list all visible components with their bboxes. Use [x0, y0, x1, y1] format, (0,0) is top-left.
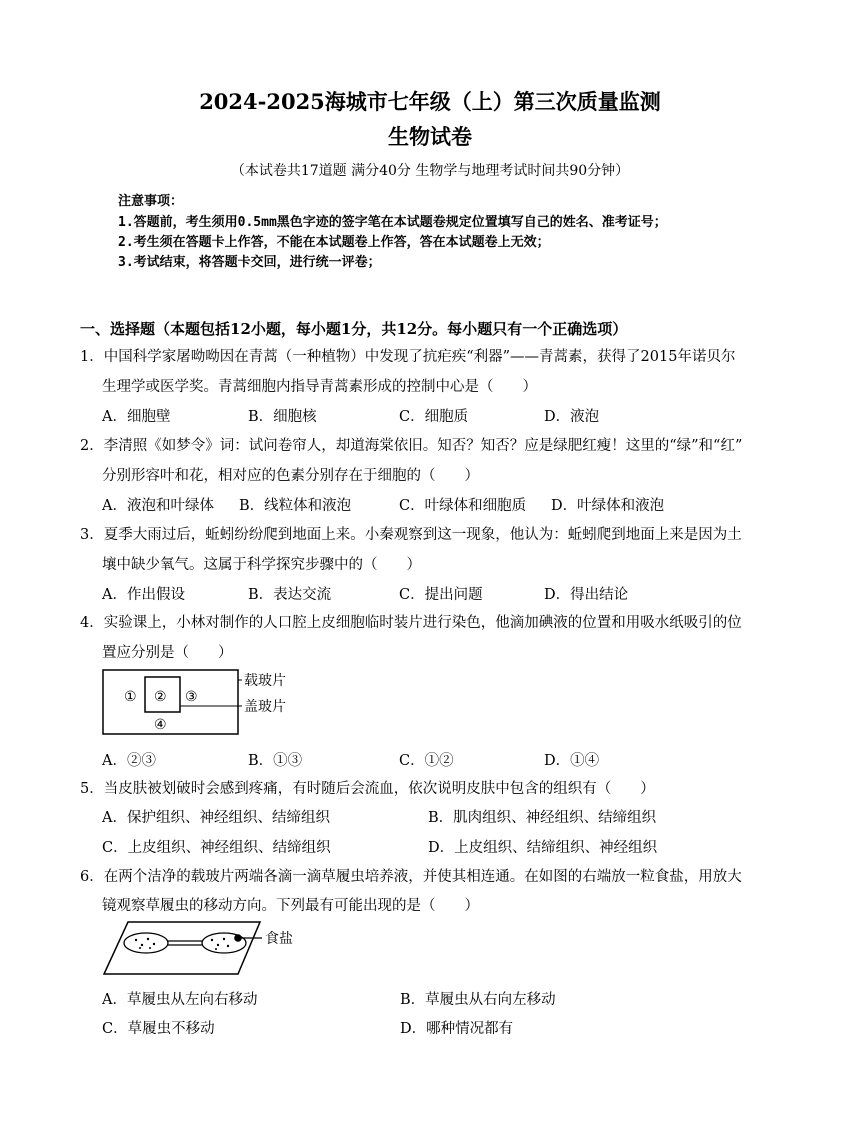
marker-3: ③ [185, 689, 198, 705]
section-heading: 一、选择题（本题包括12小题，每小题1分，共12分。每小题只有一个正确选项） [80, 320, 628, 338]
question-2-text-cont: 分别形容叶和花，相对应的色素分别存在于细胞的（ ） [102, 468, 479, 484]
notice-item: 3.考试结束，将答题卡交回，进行统一评卷； [118, 255, 381, 270]
q5-option-a: A．保护组织、神经组织、结缔组织 [102, 810, 330, 826]
marker-2: ② [154, 689, 167, 705]
q1-option-b: B．细胞核 [248, 409, 317, 425]
q6-option-b: B．草履虫从右向左移动 [400, 992, 556, 1008]
question-3-text: 3．夏季大雨过后，蚯蚓纷纷爬到地面上来。小秦观察到这一现象，他认为：蚯蚓爬到地面上来是因为土 [80, 527, 742, 543]
question-4-text-cont: 置应分别是（ ） [102, 645, 233, 661]
q1-option-d: D．液泡 [544, 409, 600, 425]
notice-item: 1.答题前，考生须用0.5mm黑色字迹的签字笔在本试题卷规定位置填写自己的姓名、准考证号； [118, 215, 667, 230]
exam-subject-title: 生物试卷 [388, 124, 472, 149]
q4-option-c: C．①② [399, 753, 454, 769]
q6-option-c: C．草履虫不移动 [102, 1021, 215, 1037]
question-6-text-cont: 镜观察草履虫的移动方向。下列最有可能出现的是（ ） [102, 898, 479, 914]
slide-figure [100, 666, 300, 740]
q5-option-b: B．肌肉组织、神经组织、结缔组织 [428, 810, 657, 826]
culture-drop-left [124, 933, 168, 953]
coverslip-label: 盖玻片 [244, 699, 286, 715]
q3-option-d: D．得出结论 [544, 587, 629, 603]
q1-option-c: C．细胞质 [399, 409, 469, 425]
exam-info: （本试卷共17道题 满分40分 生物学与地理考试时间共90分钟） [230, 163, 630, 179]
q3-option-b: B．表达交流 [248, 587, 332, 603]
q4-option-d: D．①④ [544, 753, 600, 769]
notice-heading: 注意事项： [118, 194, 184, 209]
salt-label: 食盐 [265, 931, 293, 947]
question-6-text: 6．在两个洁净的载玻片两端各滴一滴草履虫培养液，并使其相连通。在如图的右端放一粒食盐，用放大 [80, 869, 742, 885]
paramecium-slide-figure [100, 918, 330, 980]
q4-option-b: B．①③ [248, 753, 303, 769]
q2-option-d: D．叶绿体和液泡 [551, 498, 665, 514]
q5-option-d: D．上皮组织、结缔组织、神经组织 [428, 840, 658, 856]
exam-title: 2024-2025海城市七年级（上）第三次质量监测 [199, 89, 661, 114]
q3-option-c: C．提出问题 [399, 587, 483, 603]
q3-option-a: A．作出假设 [102, 587, 185, 603]
marker-1: ① [124, 689, 137, 705]
q2-option-b: B．线粒体和液泡 [239, 498, 352, 514]
q5-option-c: C．上皮组织、神经组织、结缔组织 [102, 840, 331, 856]
question-5-text: 5．当皮肤被划破时会感到疼痛，有时随后会流血，依次说明皮肤中包含的组织有（ ） [80, 781, 655, 797]
q1-option-a: A．细胞壁 [102, 409, 171, 425]
q2-option-a: A．液泡和叶绿体 [102, 498, 214, 514]
q6-option-a: A．草履虫从左向右移动 [102, 992, 258, 1008]
question-1-text: 1．中国科学家屠呦呦因在青蒿（一种植物）中发现了抗疟疾“利器”——青蒿素，获得了2015年诺贝尔 [80, 349, 736, 365]
question-4-text: 4．实验课上，小林对制作的人口腔上皮细胞临时装片进行染色，他滴加碘液的位置和用吸水纸吸引的位 [80, 615, 742, 631]
paramecia-left [135, 938, 155, 949]
q6-option-d: D．哪种情况都有 [400, 1021, 514, 1037]
paramecia-right [211, 938, 229, 950]
slide-label: 载玻片 [244, 673, 286, 689]
question-3-text-cont: 壤中缺少氧气。这属于科学探究步骤中的（ ） [102, 557, 421, 573]
notice-item: 2.考生须在答题卡上作答，不能在本试题卷上作答，答在本试题卷上无效； [118, 235, 550, 250]
q2-option-c: C．叶绿体和细胞质 [399, 498, 527, 514]
question-2-text: 2．李清照《如梦令》词：试问卷帘人，却道海棠依旧。知否？知否？应是绿肥红瘦！这里的“绿”和“红” [80, 438, 743, 454]
q4-option-a: A．②③ [102, 753, 156, 769]
question-1-text-cont: 生理学或医学奖。青蒿细胞内指导青蒿素形成的控制中心是（ ） [102, 379, 537, 395]
marker-4: ④ [154, 717, 167, 733]
